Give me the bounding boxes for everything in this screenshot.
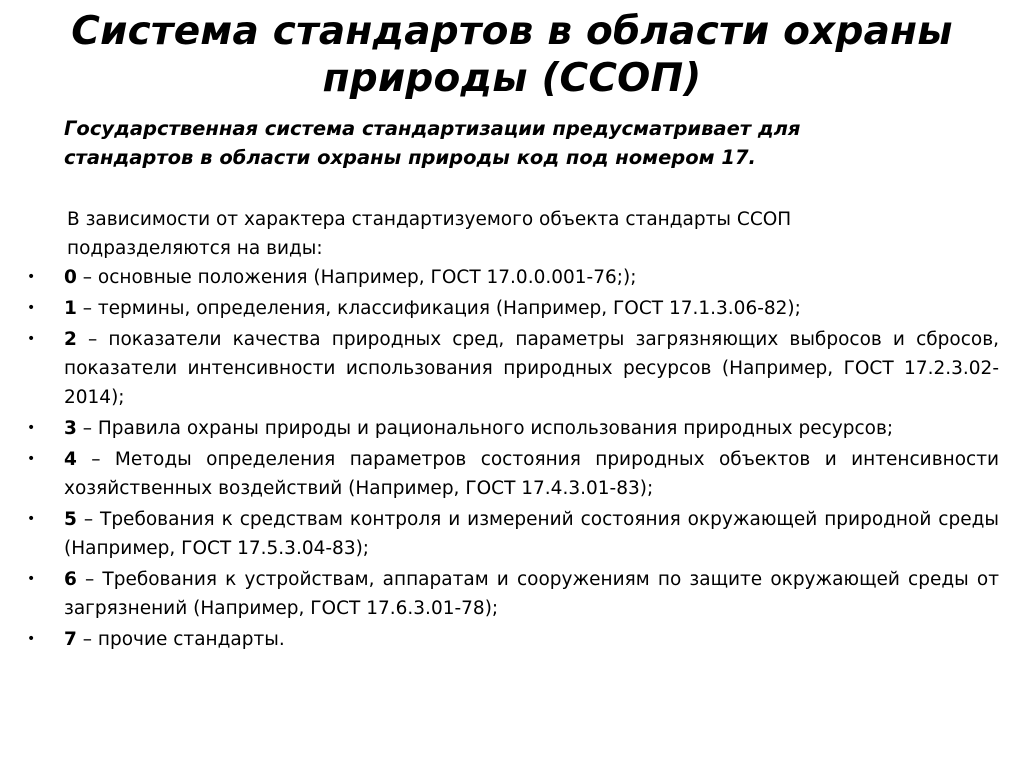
item-number: 0	[64, 267, 77, 288]
title-line-2: природы (ССОП)	[322, 56, 702, 101]
item-number: 7	[64, 629, 77, 650]
item-number: 1	[64, 298, 77, 319]
list-item-7	[0, 625, 999, 654]
item-text: – основные положения (Например, ГОСТ 17.0.0.001-76;);	[76, 267, 637, 288]
item-text: – Методы определения параметров состояния природных объектов и интенсивности хозяйственных воздействий (Например, ГОСТ 17.4.3.01-83);	[64, 449, 999, 499]
bullet-icon: •	[27, 420, 36, 436]
bullet-icon: •	[27, 451, 36, 467]
page-title	[40, 8, 984, 102]
list-item-1	[0, 294, 999, 323]
standards-list	[0, 263, 1024, 656]
item-number: 4	[64, 449, 77, 470]
item-number: 5	[64, 509, 77, 530]
bullet-icon: •	[27, 571, 36, 587]
list-item-3	[0, 414, 999, 443]
subtitle-line-2: стандартов в области охраны природы код под номером 17.	[64, 146, 756, 169]
item-text: – Правила охраны природы и рационального использования природных ресурсов;	[76, 418, 894, 439]
list-item-2	[0, 325, 999, 412]
list-item-5	[0, 505, 999, 563]
title-line-1: Система стандартов в области охраны	[71, 9, 953, 54]
item-text: – термины, определения, классификация (Например, ГОСТ 17.1.3.06-82);	[76, 298, 801, 319]
bullet-icon: •	[27, 269, 36, 285]
list-item-6	[0, 565, 999, 623]
item-number: 3	[64, 418, 77, 439]
bullet-icon: •	[27, 300, 36, 316]
list-item-0	[0, 263, 999, 292]
list-item-4	[0, 445, 999, 503]
bullet-icon: •	[27, 511, 36, 527]
intro-paragraph	[64, 205, 999, 263]
item-text: – прочие стандарты.	[76, 629, 285, 650]
item-number: 2	[64, 329, 77, 350]
bullet-icon: •	[27, 631, 36, 647]
bullet-icon: •	[27, 331, 36, 347]
intro-line-1: В зависимости от характера стандартизуемого объекта стандарты ССОП	[67, 209, 792, 230]
intro-line-2: подразделяются на виды:	[67, 238, 323, 259]
item-number: 6	[64, 569, 77, 590]
item-text: – Требования к средствам контроля и измерений состояния окружающей природной среды (Например, ГОСТ 17.5.3.04-83);	[64, 509, 999, 559]
item-text: – показатели качества природных сред, параметры загрязняющих выбросов и сбросов, показатели интенсивности использования природных ресурсов (Например, ГОСТ 17.2.3.02-2014);	[64, 329, 999, 408]
subtitle-line-1: Государственная система стандартизации предусматривает для	[64, 117, 801, 140]
subtitle	[64, 114, 964, 172]
item-text: – Требования к устройствам, аппаратам и сооружениям по защите окружающей среды от загрязнений (Например, ГОСТ 17.6.3.01-78);	[64, 569, 999, 619]
